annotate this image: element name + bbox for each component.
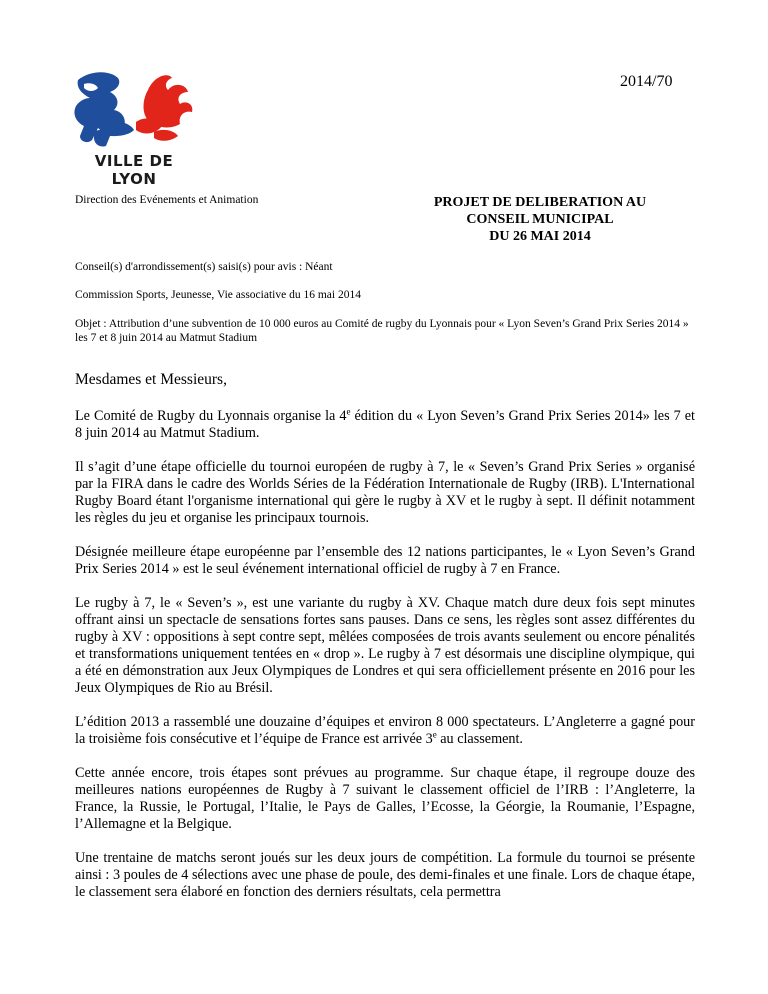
lion-emblem-icon <box>70 70 198 150</box>
paragraph-5 <box>75 714 695 748</box>
title-line-3: DU 26 MAI 2014 <box>489 229 591 244</box>
paragraph-1-text-b: édition du « Lyon Seven’s Grand Prix Series 2014» les 7 et 8 juin 2014 au Matmut Stadium. <box>75 408 695 441</box>
ville-de-lyon-logo <box>70 70 198 188</box>
deliberation-title <box>400 194 680 245</box>
paragraph-4: Le rugby à 7, le « Seven’s », est une variante du rugby à XV. Chaque match dure deux fois sept minutes offrant ainsi un spectacle de sensations fortes sans pauses. Dans ce sens, les règles sont assez différentes du rugby à XV : oppositions à sept contre sept, mêlées composées de trois avants seulement ou encore pénalités et transformations uniquement tentées en « drop ». Le rugby à 7 est désormais une discipline olympique, qui a été en démonstration aux Jeux Olympiques de Londres et qui sera officiellement présente en 2016 pour les Jeux Olympiques de Rio au Brésil. <box>75 595 695 696</box>
objet-line: Objet : Attribution d’une subvention de 10 000 euros au Comité de rugby du Lyonnais pour « Lyon Seven’s Grand Prix Series 2014 » les 7 et 8 juin 2014 au Matmut Stadium <box>75 318 689 344</box>
paragraph-1 <box>75 408 695 442</box>
paragraph-1-sup: e <box>346 406 351 417</box>
paragraph-1-text-a: Le Comité de Rugby du Lyonnais organise la 4 <box>75 408 347 424</box>
direction-label: Direction des Evénements et Animation <box>75 194 259 206</box>
conseil-arrondissement: Conseil(s) d'arrondissement(s) saisi(s) pour avis : Néant <box>75 261 333 273</box>
title-line-1: PROJET DE DELIBERATION AU <box>433 195 647 210</box>
paragraph-3: Désignée meilleure étape européenne par l’ensemble des 12 nations participantes, le « Lyon Seven’s Grand Prix Series 2014 » est le seul événement international officiel de rugby à 7 en France. <box>75 544 695 577</box>
commission-line: Commission Sports, Jeunesse, Vie associative du 16 mai 2014 <box>75 289 361 301</box>
title-line-2: CONSEIL MUNICIPAL <box>466 212 614 227</box>
paragraph-5-text-a: L’édition 2013 a rassemblé une douzaine d’équipes et environ 8 000 spectateurs. L’Angleterre a gagné pour la troisième fois consécutive et l’équipe de France est arrivée 3 <box>75 714 695 747</box>
salutation: Mesdames et Messieurs, <box>75 371 227 388</box>
paragraph-7: Une trentaine de matchs seront joués sur les deux jours de compétition. La formule du tournoi se présente ainsi : 3 poules de 4 sélections avec une phase de poule, des demi-finales et une finale. Lors de chaque étape, le classement sera élaboré en fonction des derniers résultats, cela permettra <box>75 850 695 900</box>
paragraph-6: Cette année encore, trois étapes sont prévues au programme. Sur chaque étape, il regroupe douze des meilleures nations européennes de Rugby à 7 suivant le classement officiel de l’IRB : l’Angleterre, la France, la Russie, le Portugal, l’Italie, le Pays de Galles, l’Ecosse, la Géorgie, la Roumanie, l’Espagne, l’Allemagne et la Belgique. <box>75 765 695 832</box>
paragraph-2: Il s’agit d’une étape officielle du tournoi européen de rugby à 7, le « Seven’s Grand Prix Series » organisé par la FIRA dans le cadre des Worlds Séries de la Fédération Internationale de Rugby (IRB). L'International Rugby Board étant l'organisme international qui gère le rugby à XV et le rugby à sept. Il définit notamment les règles du jeu et organise les principaux tournois. <box>75 459 695 526</box>
logo-text: VILLE DE LYON <box>94 152 174 188</box>
paragraph-5-sup: e <box>432 729 437 740</box>
paragraph-5-text-b: au classement. <box>436 731 523 747</box>
body-text <box>75 408 695 918</box>
reference-number: 2014/70 <box>620 73 673 90</box>
